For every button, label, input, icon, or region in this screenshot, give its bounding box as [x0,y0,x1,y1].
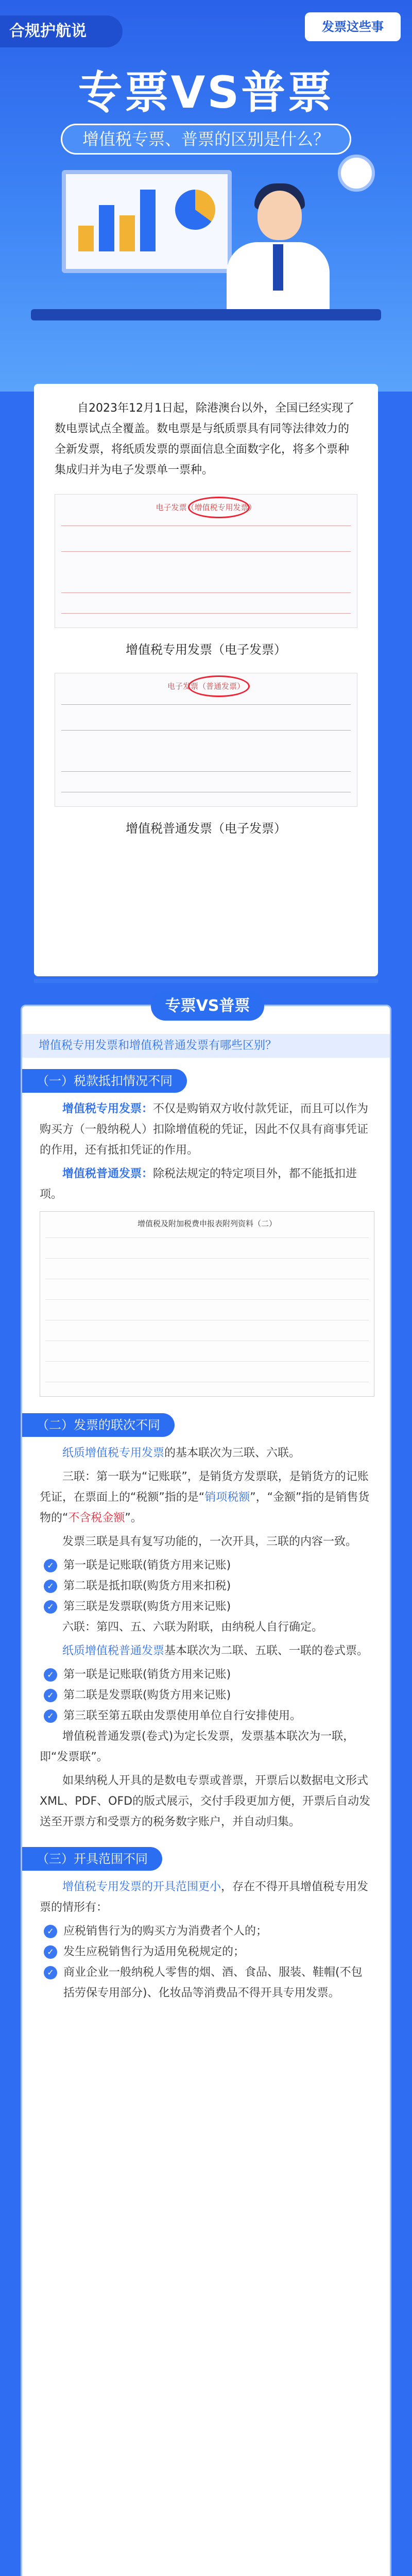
intro-panel [34,384,378,976]
board-bar [119,215,135,251]
special-invoice-desc: 增值税专用发票：不仅是购销双方收付款凭证，而且可以作为购买方（一般纳税人）扣除增值税的凭证，因此不仅具有商事凭证的作用，还有抵扣凭证的作用。 [40,1103,369,1157]
three-copy-desc: 三联：第一联为“记账联”，是销货方发票联，是销货方的记账凭证，在票面上的“税额”指的是“销项税额”，“金额”指的是销售货物的“不含税金额”。 [40,1470,370,1524]
check-icon: ✓ [44,1559,57,1572]
form-title: 增值税及附加税费申报表附列资料（二） [137,1219,277,1228]
section-title-scope: （三）开具范围不同 [22,1847,162,1871]
paper-special-copies: 纸质增值税专用发票的基本联次为三联、六联。 [62,1447,301,1460]
list-item: ✓ 应税销售行为的购买方为消费者个人的； [40,1921,372,1942]
page-subtitle: 增值税专票、普票的区别是什么？ [61,124,351,155]
list-item: ✓ 第一联是记账联(销货方用来记账) [40,1665,372,1685]
digital-invoice-desc: 如果纳税人开具的是数电专票或普票，开票后以数据电文形式XML、PDF、OFD的版式展示，交付手段更加方便，开票后自动发送至开票方和受票方的税务数字账户，并自动归集。 [40,1774,371,1828]
presenter-head [258,191,302,240]
invoice-title: 电子发票（普通发票） [167,682,245,691]
roll-invoice-desc: 增值税普通发票(卷式)为定长发票，发票基本联次为一联，即“发票联”。 [40,1730,355,1764]
section-title-deduction: （一）税款抵扣情况不同 [22,1069,187,1093]
check-icon: ✓ [44,1668,57,1682]
ordinary-invoice-sample [55,673,357,807]
invoice-caption: 增值税专用发票（电子发票） [126,642,286,657]
check-icon: ✓ [44,1945,57,1959]
list-item: ✓ 第三联至第五联由发票使用单位自行安排使用。 [40,1706,372,1726]
list-item: ✓ 第一联是记账联(销货方用来记账) [40,1555,372,1576]
section-heading: 专票VS普票 [151,992,264,1021]
question-bar: 增值税专用发票和增值税普通发票有哪些区别？ [22,1034,390,1058]
board-bar [99,205,114,251]
special-invoice-sample [55,494,357,628]
list-item: ✓ 商业企业一般纳税人零售的烟、酒、食品、服装、鞋帽(不包括劳保专用部分)、化妆品等消费品不得开具专用发票。 [40,1962,372,2004]
topic-tag: 发票这些事 [305,12,401,41]
invoice-caption: 增值税普通发票（电子发票） [126,821,286,836]
section-title-copies: （二）发票的联次不同 [22,1413,175,1437]
scope-desc: 增值税专用发票的开具范围更小，存在不得开具增值税专用发票的情形有： [40,1880,369,1914]
chart-board-illustration [62,170,232,273]
intro-paragraph: 自2023年12月1日起，除港澳台以外，全国已经实现了数电票试点全覆盖。数电票是与纸质票具有同等法律效力的全新发票，将纸质发票的票面信息全面数字化，将多个票种集成归并为电子发票单一票种。 [55,402,354,477]
check-icon: ✓ [44,1600,57,1614]
clock-icon [338,155,375,192]
list-item: ✓ 第三联是发票联(购货方用来记账) [40,1597,372,1617]
tax-form-sample [40,1211,374,1397]
board-bar [78,226,94,251]
paper-ordinary-copies: 纸质增值税普通发票基本联次为二联、五联、一联的卷式票。 [62,1645,369,1657]
board-pie-icon [175,190,215,230]
board-bar [140,190,156,251]
hero-banner [0,0,412,392]
ordinary-invoice-desc: 增值税普通发票：除税法规定的特定项目外，都不能抵扣进项。 [40,1167,357,1201]
check-icon: ✓ [44,1709,57,1723]
desk [31,309,381,320]
column-tag: 合规护航说 [0,15,123,47]
copy-function-desc: 发票三联是具有复写功能的，一次开具，三联的内容一致。 [62,1535,357,1548]
list-item: ✓ 第二联是发票联(购货方用来记账) [40,1685,372,1706]
list-item: ✓ 发生应税销售行为适用免税规定的； [40,1942,372,1962]
check-icon: ✓ [44,1689,57,1702]
presenter-tie [273,244,283,291]
invoice-title: 电子发票（增值税专用发票） [156,503,256,512]
comparison-panel [21,997,391,2576]
six-copy-desc: 六联：第四、五、六联为附联，由纳税人自行确定。 [62,1621,323,1634]
page-title: 专票VS普票 [78,67,334,118]
divider [34,979,378,983]
check-icon: ✓ [44,1580,57,1593]
list-item: ✓ 第二联是抵扣联(购货方用来扣税) [40,1576,372,1597]
check-icon: ✓ [44,1966,57,1979]
check-icon: ✓ [44,1925,57,1938]
